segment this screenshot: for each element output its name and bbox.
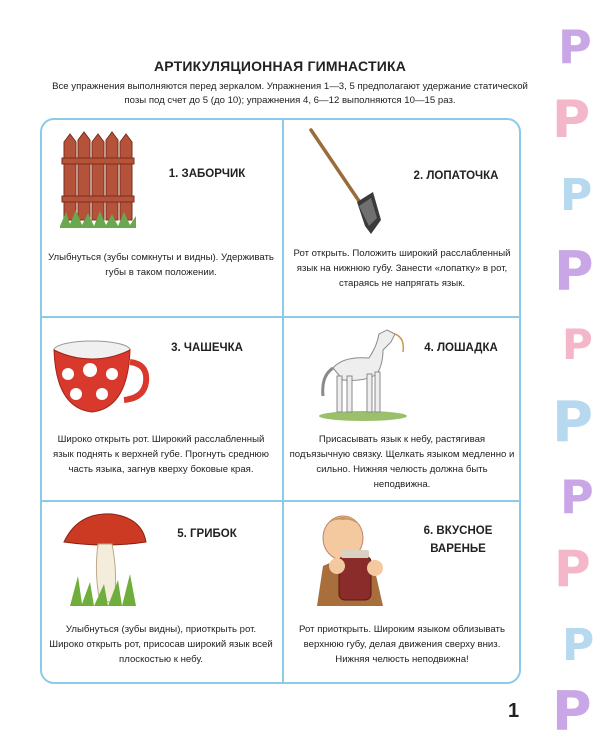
exercise-name — [403, 522, 513, 558]
exercise-card-4 — [283, 318, 521, 504]
exercise-name: 5. ГРИБОК — [177, 528, 237, 540]
exercise-name: 2. ЛОПАТОЧКА — [413, 170, 499, 182]
exercise-text: Широко открыть рот. Широкий расслабленный язык поднять к верхней губе. Прогнуть среднюю часть языка, загнув кверху боковые края. — [53, 434, 269, 475]
exercise-name: 1. ЗАБОРЧИК — [168, 168, 246, 180]
exercise-text: Рот открыть. Положить широкий расслабленный язык на нижнюю губу. Занести «лопатку» в рот, стараясь не напрягать язык. — [293, 248, 511, 289]
exercise-text: Присасывать язык к небу, растягивая подъязычную связку. Щелкать языком медленно и сильно. Нижняя челюсть должна быть неподвижна. — [289, 434, 515, 490]
exercise-name: 4. ЛОШАДКА — [424, 342, 498, 354]
exercise-card-3 — [42, 318, 280, 504]
exercise-card-5 — [42, 502, 280, 688]
page-title: АРТИКУЛЯЦИОННАЯ ГИМНАСТИКА — [153, 58, 407, 74]
exercise-text: Рот приоткрыть. Широким языком облизывать верхнюю губу, делая движения сверху вниз. Нижняя челюсть неподвижна! — [299, 624, 505, 665]
exercise-name: 3. ЧАШЕЧКА — [171, 342, 243, 354]
exercise-card-1 — [42, 120, 280, 306]
exercise-text: Улыбнуться (зубы видны), приоткрыть рот. Широко открыть рот, присосав широкий язык всей плоскостью к небу. — [49, 624, 273, 665]
cup-picture — [50, 338, 150, 418]
exercise-card-2 — [283, 120, 521, 306]
page-number: 1 — [508, 700, 520, 722]
horse-picture — [313, 324, 417, 422]
exercise-text: Улыбнуться (зубы сомкнуты и видны). Удерживать губы в таком положении. — [48, 252, 274, 278]
exercise-name-line: ВАРЕНЬЕ — [430, 543, 486, 555]
mushroom-picture — [56, 512, 154, 608]
exercise-grid — [40, 118, 521, 684]
fence-picture — [60, 128, 136, 228]
decorative-letters: P P P P P P P P P P — [552, 20, 595, 743]
exercise-card-6 — [283, 502, 521, 688]
baby-jam-picture — [303, 506, 407, 610]
intro-text: Все упражнения выполняются перед зеркалом. Упражнения 1—3, 5 предполагают удержание статической позы под счет до 5 (до 10); упражнения 4, 6—12 выполняются 10—15 раз. — [52, 81, 528, 106]
shovel-picture — [305, 126, 389, 238]
exercise-name-line: 6. ВКУСНОЕ — [423, 525, 493, 537]
